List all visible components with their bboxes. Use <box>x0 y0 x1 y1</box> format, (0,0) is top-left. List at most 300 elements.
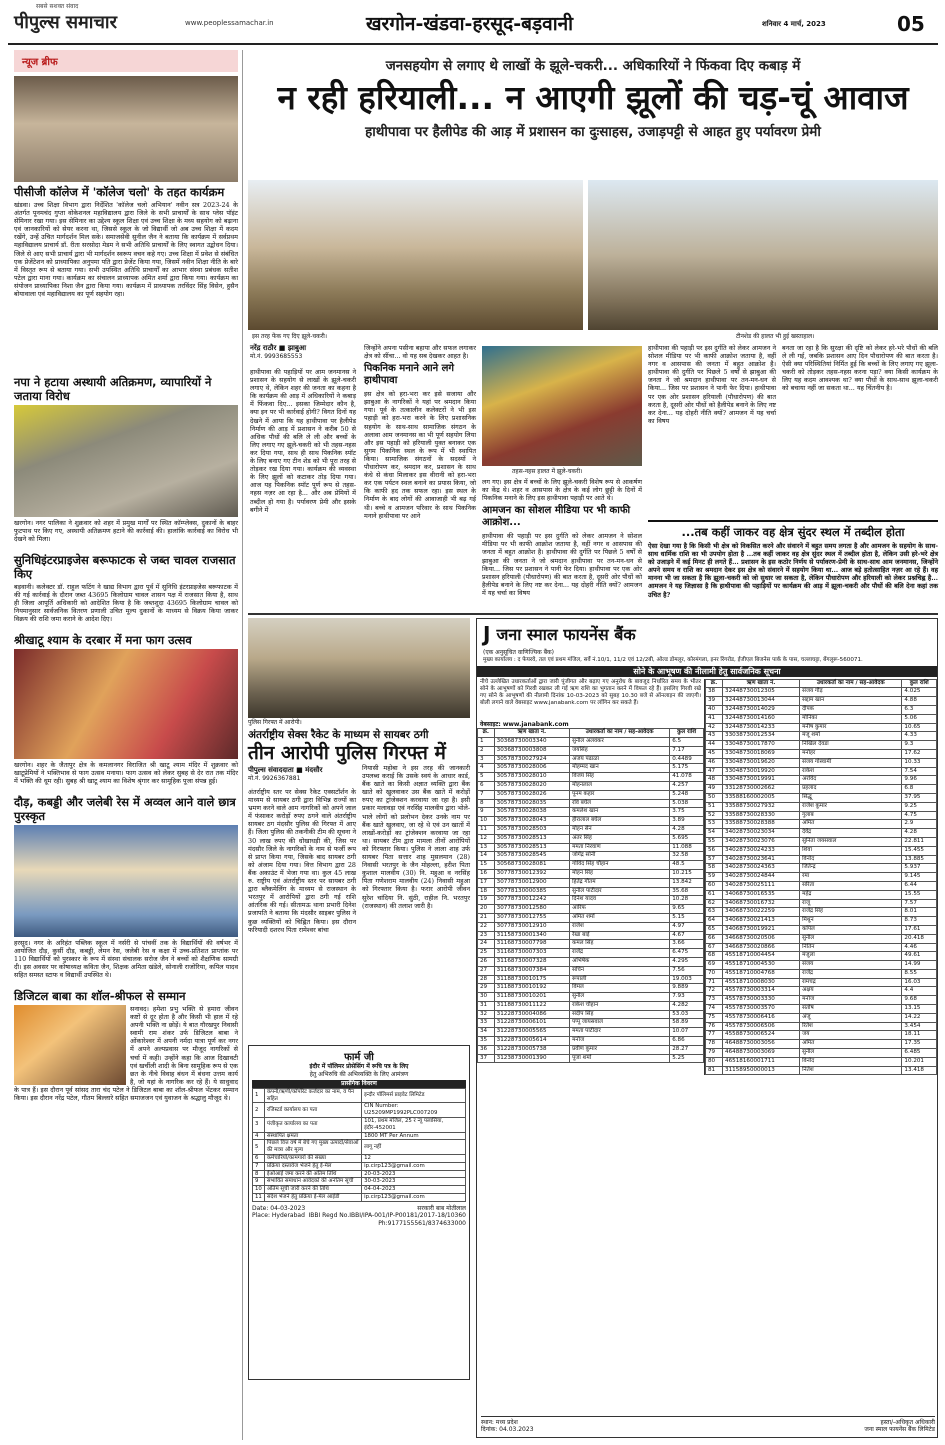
table-row <box>706 1049 937 1058</box>
table-cell: 61 <box>706 890 723 899</box>
table-cell: 20.418 <box>902 934 937 943</box>
table-cell: अंतर सिंह <box>570 834 670 843</box>
crime-col2: नियासी महोबा ने इस तरह की जानकारी उपलब्ध कराई कि उसके स्वयं के आधार कार्ड, बैंक खाते का किसी अज्ञात व्यक्ति द्वारा बैंक खाते को खुलवाकर उस बैंक खाते में करोड़ों रुपए का ट्रांजेक्शन करवाया जा रहा है। इसी प्रकार मलावड़ा एवं नरसिंह मालवीय द्वारा भोले-भाले लोगों को प्रलोभन देकर उनके नाम पर बैंक खाते खुलवाए, जा रहे थे एवं उन खातों में लाखों-करोड़ों का ट्रांजेक्शन करवाया जा रहा था। सायबर टीम द्वारा मामला तीनों आरोपियों को गिरफ्तार किया। पुलिस ने लाला शाह उर्फ सायबर पिता सत्तार शाह मुसलमान (28) निवासी भरतपुर के जैन मोहल्ला, हरीश पिता कुशाल मालवीय (30) नि. महुआ व नरसिंह पिता गणेशराम मालवीय (24) निवासी महुआ को गिरफ्तार किया है। फरार आरोपी जीवन सुरेश चांदिया नि. सुंठी, राहील नि. भरतपुर (राजस्थान) की तलाश जारी है। <box>362 764 470 910</box>
table-cell: 12 <box>362 1154 466 1162</box>
lead-col2 <box>364 344 476 610</box>
table-row <box>706 1005 937 1014</box>
form-g-notice <box>248 1045 470 1380</box>
bank-footer-bank: जना स्माल फायनेंस बैंक लिमिटेड <box>864 1426 935 1434</box>
table-cell: 39 <box>706 697 723 706</box>
table-cell: दिनेश यादव <box>570 896 670 905</box>
table-cell: 34668730020866 <box>723 943 800 952</box>
table-cell: 5.248 <box>670 790 704 799</box>
table-cell: 4.97 <box>670 922 704 931</box>
table-cell: अमित <box>800 820 902 829</box>
table-cell: 30778730012900 <box>494 878 569 887</box>
masthead <box>0 0 945 46</box>
table-cell: 22 <box>478 922 495 931</box>
bank-two-columns <box>477 679 937 1076</box>
table-cell: 8.55 <box>902 969 937 978</box>
table-row <box>706 732 937 741</box>
police-photo <box>248 618 470 718</box>
table-cell: 46 <box>706 758 723 767</box>
table-row <box>706 855 937 864</box>
byline-place: झाबुआ <box>287 344 307 352</box>
table-row <box>478 1019 704 1028</box>
table-row <box>478 922 704 931</box>
table-cell: 65 <box>706 925 723 934</box>
table-cell: 14 <box>478 852 495 861</box>
bank-address: मुख्य कार्यालय : द फेयरवे, तल एवं प्रथम मंजिल, सर्वे नं.10/1, 11/2 एवं 12/2बी, ओल्ड डोमलूर, कोरमंगला, इनर रिंगरोड, ईजीएल बिजनेस पार्क के पास, चल्लाघट्टा, बेंगलुरू-560071. <box>483 656 863 663</box>
table-row <box>706 741 937 750</box>
table-cell: 45578730003570 <box>723 1005 800 1014</box>
table-cell: 9 <box>478 808 495 817</box>
table-cell: 71 <box>706 978 723 987</box>
encroachment-photo <box>14 405 238 517</box>
table-row <box>478 790 704 799</box>
table-cell: 70 <box>706 969 723 978</box>
table-cell: 7 <box>253 1162 265 1170</box>
table-row <box>706 776 937 785</box>
table-cell: 33588160002005 <box>723 793 800 802</box>
table-cell: देवेंद्र <box>800 829 902 838</box>
table-cell: रूपाली <box>570 975 670 984</box>
table-cell: 30578730028545 <box>494 852 569 861</box>
table-row <box>478 1037 704 1046</box>
table-cell: जितेन्द्र <box>800 864 902 873</box>
table-cell: पिछले वित्त वर्ष में बेचे गए मुख्य उत्पादों/सेवाओं की मात्रा और मूल्य <box>264 1140 361 1155</box>
table-row <box>253 1170 466 1178</box>
brief1-body: खंडवा। उच्च शिक्षा विभाग द्वारा निर्देशित 'कॉलेज चलो अभियान' नवीन सत्र 2023-24 के अंतर्गत पूनमचंद गुप्ता वोकेशनल महाविद्यालय द्वारा जिले के सभी प्राचार्यों के साथ प्लेस पॉइंट सेमिनार रखा गया। इस सेमिनार का उद्देश्य स्कूल शिक्षा एवं उच्च शिक्षा के मध्य सहयोग को बढ़ाना एवं जानकारियों को सेयर करना था, जिससे स्कूल के जो विद्यार्थी जो अब उच्च शिक्षा में कदम रखेंगे, उन्हें उचित मार्गदर्शन मिल सके। समाजसेवी सुनील जैन ने बताया कि कार्यक्रम में सर्वप्रथम महाविद्यालय प्राचार्य डॉ. रीता सरसोदा मेडम ने सभी अतिथि प्राचार्यों के लिए स्वागत उद्बोधन दिया। जिले से आए सभी प्राचार्य द्वारा भी मार्गदर्शन स्वरूप वचन कहे गए। उच्च शिक्षा में प्रवेश से संबंधित एक प्रेजेंटेशन को प्राध्यापिका अनुपमा पति द्वारा प्रेजेंट किया गया, जिसमें नवीन शिक्षा नीति के बारे में विस्तृत रूप से बताया गया। सभी उपस्थित अतिथि प्राचार्यों का आभार संस्था प्रबंधक सतीश पटेल द्वारा माना गया। कार्यक्रम का संचालन प्राध्यापक अमित शर्मा द्वारा किया गया। कार्यक्रम का संयोजन प्राध्यापिका निशा जैन द्वारा किया गया। कार्यक्रम में प्राध्यापक तरविंदर सिंह विसेन, हुसैन बोयावाला एवं महाविद्यालय का पूर्ण सहयोग रहा। <box>14 201 238 299</box>
table-cell: नितेश <box>800 1066 902 1075</box>
byline-name: नरेंद्र राठौर <box>250 344 277 352</box>
table-cell: 57 <box>706 855 723 864</box>
lead-byline: नरेंद्र राठौर ■ झाबुआ मो.नं. 9993685553 <box>250 344 360 361</box>
table-cell: 34028730024363 <box>723 864 800 873</box>
table-cell: विनोद <box>800 855 902 864</box>
crime-col1: अंतर्राष्ट्रीय स्तर पर सेक्स रैकेट एक्सटॉर्शन के माध्यम से सायबर ठगी द्वारा विभिन्न राज्यों का भ्रमण करने वाले आम नागरिकों को अपने जाल में फंसाकर करोड़ों रुपए ठगने वाले अंतर्राष्ट्रीय सायबर ठग मंदसौर पुलिस की गिरफ्त में आए हैं। जिला पुलिस की तकनीकी टीम की सूचना ने 30 लाख रुपए की धोखाधड़ी की, जिस पर मंदसौर जिले के नागरिकों के नाम से फर्जी रूप से प्राप्त किया गया, जिसके बाद सायबर ठगी को अंजाम दिया गया। वित्त विभाग द्वारा 28 बैंक अकाउंट में भेजा गया था। कुल 45 लाख रु. राष्ट्रीय एवं अंतर्राष्ट्रीय स्तर पर सायबर ठगी द्वारा ब्लैकमेलिंग के माध्यम से राजस्थान के भरतपुर में आरोपियों द्वारा ठगी गई राशि आंतरिक की गई। सीतामऊ थाना प्रभारी दिनेश प्रजापति ने बताया कि मंदसौर साइबर पुलिस ने कुछ व्यक्तियों को चिह्नित किया। इस दौरान फरियादी दशरथ पिता रामेश्वर बांचा <box>248 788 356 934</box>
table-cell: 5.175 <box>670 764 704 773</box>
table-cell: 1 <box>478 737 495 746</box>
table-cell: 33588730028330 <box>723 811 800 820</box>
table-cell: अरविंद <box>800 776 902 785</box>
table-row <box>706 785 937 794</box>
table-cell: 58.89 <box>670 1019 704 1028</box>
table-cell: 8 <box>478 799 495 808</box>
table-cell: 54 <box>706 829 723 838</box>
table-cell: लागू नहीं <box>362 1140 466 1155</box>
table-row <box>706 837 937 846</box>
table-cell: 6.475 <box>670 949 704 958</box>
form-signatory: सरकारी बाब मोतीलाल <box>417 1204 466 1212</box>
table-cell: 30778730012755 <box>494 913 569 922</box>
table-cell: 34 <box>478 1028 495 1037</box>
table-cell: पूनम कहार <box>570 790 670 799</box>
bank-footer-date: दिनांक: 04.03.2023 <box>481 1426 534 1434</box>
table-cell: 13.15 <box>902 1005 937 1014</box>
brief4-headline: श्रीखाटू श्याम के दरबार में मना फाग उत्सव <box>14 633 192 647</box>
table-cell: 49.61 <box>902 952 937 961</box>
table-cell: 21 <box>478 913 495 922</box>
table-cell: 25 <box>478 949 495 958</box>
table-cell: 15 <box>478 861 495 870</box>
table-cell: 51 <box>706 802 723 811</box>
brief3-body: बड़वानी। कलेक्टर डॉ. राहुल फटिंग ने खाद्य विभाग द्वारा पूर्व में सुनिधि इंटरप्राइजेस बरूफाटक में की गई कार्रवाई के दौरान जब्त 43695 किलोग्राम चावल शासन पक्ष में राजसात किया है, साथ ही जिला आपूर्ति अधिकारी को आदेशित किया है कि जब्तशुदा 43695 किलोग्राम चावल को नियमानुसार सार्वजनिक वितरण प्रणाली उचित मूल्य दुकानों के माध्यम से विक्रय किया जाकर विक्रय की राशि जमा कराने के आदेश दिए। <box>14 583 238 624</box>
table-cell: 20-03-2023 <box>362 1170 466 1178</box>
table-cell: प्रवीण कुमार <box>570 1045 670 1054</box>
table-cell: 13.418 <box>902 1066 937 1075</box>
table-cell: 17.61 <box>902 925 937 934</box>
table-cell: 59 <box>706 873 723 882</box>
bank-footer-sign: हस्ता/-अधिकृत अधिकारी <box>880 1418 935 1426</box>
table-cell: 33588730027932 <box>723 802 800 811</box>
table-cell: 6.3 <box>902 705 937 714</box>
table-cell: 74 <box>706 1005 723 1014</box>
table-cell: सुनील <box>800 1049 902 1058</box>
table-cell: 2 <box>253 1103 265 1118</box>
bank-col-header: कुल राशि <box>902 679 937 688</box>
table-row <box>478 905 704 914</box>
table-cell: 8.01 <box>902 908 937 917</box>
crime-byline-name: पीपुल्स संवाददाता <box>248 766 294 774</box>
lead-col2-subhead: पिकनिक मनाने आने लगे हाथीपावा <box>364 363 455 387</box>
brief6-body: सनावद। हमेशा प्रभु भक्ति से हमारा जीवन कष्टों से दूर होता है और किसी भी हाल में रहे अपनी भक्ति ना छोड़ें। ये बात गौरखपुर निवासी स्वामी राम शंकर उर्फ डिजिटल बाबा ने ओंकारेश्वर में अपनी नर्मदा यात्रा पूर्ण कर नगर में अपने अल्पप्रवास पर मौजूद नागरिकों से चर्चा में कही। उन्होंने कहा कि आज दिखावटी एवं खर्चीली शादी के बिना सामूहिक रूप से एक छत के नीचे विवाह बंधन में बंधना उत्तम कार्य है, जो यहां के नागरिक कर रहे हैं। ये साधुवाद के पात्र हैं। इस दौरान पूर्व सांसद तारा चंद पटेल ने डिजिटल बाबा का शॉल-श्रीफल भेंटकर सम्मान किया। इस दौरान नरेंद्र पटेल, गौतम बिल्लारे सहित समाजजन एवं युवाजन के श्रद्धालु मौजूद थे। <box>14 1005 238 1103</box>
crime-byline: पीपुल्स संवाददाता ■ मंदसौर मो.नं. 9926367881 <box>248 766 358 783</box>
table-row <box>478 887 704 896</box>
table-cell: 77 <box>706 1031 723 1040</box>
form-table <box>252 1088 466 1202</box>
table-row <box>706 943 937 952</box>
table-cell: सुनील अलवंकर <box>570 737 670 746</box>
brief5-headline: दौड़, कबड्डी और जलेबी रेस में अव्वल आने वाले छात्र पुरस्कृत <box>14 795 236 823</box>
table-cell: 33048730018069 <box>723 749 800 758</box>
table-cell: 9.889 <box>670 984 704 993</box>
table-row <box>478 825 704 834</box>
table-cell: 4.282 <box>670 1001 704 1010</box>
table-cell: 30578730028006 <box>494 764 569 773</box>
table-row <box>706 1040 937 1049</box>
table-cell: संतोष <box>800 1005 902 1014</box>
table-cell: 4.67 <box>670 931 704 940</box>
table-cell: मनोज <box>800 996 902 1005</box>
brief6-headline: डिजिटल बाबा का शॉल-श्रीफल से सम्मान <box>14 989 186 1003</box>
table-cell: 34068730021413 <box>723 917 800 926</box>
table-cell: 30778730012392 <box>494 869 569 878</box>
table-cell: 37.95 <box>902 793 937 802</box>
table-cell: मंजुला <box>800 952 902 961</box>
paper-tagline: सबसे सशक्त संवाद <box>36 3 79 10</box>
table-cell: 9 <box>253 1178 265 1186</box>
table-cell: 33048730019620 <box>723 758 800 767</box>
form-subtitle-2: हेतु अभिरुचि की अभिव्यक्ति के लिए आमंत्रण <box>309 1070 409 1078</box>
table-cell: 6.86 <box>670 1037 704 1046</box>
table-cell: 76 <box>706 1022 723 1031</box>
table-cell: सुनिता जयसवाल <box>800 837 902 846</box>
table-cell: 35.68 <box>670 887 704 896</box>
bank-footer-place: स्थान: मध्य प्रदेश <box>481 1418 518 1426</box>
table-row <box>706 714 937 723</box>
table-cell: 6.5 <box>670 737 704 746</box>
brief3-headline: सुनिधिइंटरप्राइजेस बरूफाटक से जब्त चावल राजसात किए <box>14 553 236 581</box>
table-cell: 81 <box>706 1066 723 1075</box>
table-cell: प्रहलाद <box>800 785 902 794</box>
table-cell: 30578730028513 <box>494 843 569 852</box>
table-cell: 32448730013044 <box>723 697 800 706</box>
table-cell: रामचंद्र <box>800 978 902 987</box>
lead-col3b-start: हाथीपावा की पहाड़ी पर इस दुर्गति को लेकर आमजन ने सोशल मीडिया पर भी काफी आक्रोश जताया है, वहीं नगर व आसपास की जनता में बहुत आक्रोश है। हाथीपावा की दुर्गति पर पिछले 5 वर्षों से झाबुआ की जनता ने जो श्रमदान हाथीपावा पर तन-मन-धन से किया... जिस पर प्रशासन ने पानी फेर दिया। हाथीपावा पर एक ओर प्रशासन हरियाली (पौधारोपण) की बात करता है, दूसरी ओर पौधों को हैलीपेड बनाने के लिए नष्ट कर देना... यह दोहरी नीति क्यों? आमजन में यह चर्चा का विषय <box>482 532 642 597</box>
table-cell: 29 <box>478 984 495 993</box>
table-cell: नितिन <box>800 943 902 952</box>
table-cell: 6 <box>478 781 495 790</box>
bank-table-right <box>705 679 937 1076</box>
table-row <box>478 878 704 887</box>
bank-notice-title: सोने के आभूषण की नीलामी हेतु सार्वजनिक सूचना <box>477 666 937 677</box>
table-cell: 9.96 <box>902 776 937 785</box>
table-cell: विमल <box>570 984 670 993</box>
table-cell: राजेंद्र सिंह <box>800 908 902 917</box>
table-row <box>478 755 704 764</box>
table-cell: 35 <box>478 1037 495 1046</box>
table-cell: 7.93 <box>670 993 704 1002</box>
pull-box <box>648 520 938 610</box>
table-cell: विजय सिंह <box>570 773 670 782</box>
table-row <box>253 1154 466 1162</box>
form-place: Place: Hyderabad <box>252 1212 305 1220</box>
table-cell: 45518710004768 <box>723 969 800 978</box>
table-cell: 72 <box>706 987 723 996</box>
table-row <box>706 952 937 961</box>
table-cell: 14.99 <box>902 961 937 970</box>
table-cell: 10.201 <box>902 1057 937 1066</box>
table-cell: 30568730028081 <box>494 861 569 870</box>
table-cell: निखिल देवडा <box>800 741 902 750</box>
table-cell: 17.35 <box>902 1040 937 1049</box>
table-cell: राजेंद्र <box>800 969 902 978</box>
table-row <box>706 705 937 714</box>
table-cell: 22.811 <box>902 837 937 846</box>
table-cell: ईओआई जमा करने की अंतिम तिथि <box>264 1170 361 1178</box>
bank-col-header: उधारकर्ता का नाम / सह-आवेदक <box>570 729 670 738</box>
table-cell: 33038730012534 <box>723 732 800 741</box>
form-subtitle: इंदौर में पॉलिमर प्रोसेसिंग में रूचि पत्र के लिए <box>309 1063 409 1070</box>
table-row <box>478 746 704 755</box>
table-row <box>706 917 937 926</box>
table-cell: 33 <box>478 1019 495 1028</box>
table-cell: 3.89 <box>670 817 704 826</box>
table-cell: 79 <box>706 1049 723 1058</box>
table-cell: 11.088 <box>670 843 704 852</box>
form-title: फार्म जी <box>344 1052 374 1063</box>
table-cell: 6.485 <box>902 1049 937 1058</box>
police-photo-caption: पुलिस गिरफ्त में आरोपी। <box>248 719 302 726</box>
table-cell: सुनील पाटीदार <box>570 887 670 896</box>
pull-text: ऐसा देखा गया है कि किसी भी क्षेत्र को विकसित करने और संवारने में बहुत समय लगता है और आमजन के सहयोग के साथ-साथ धार्मिक राशि का भी उपयोग होता है ...तब कहीं जाकर वह क्षेत्र सुंदर स्थल में तब्दील होता है, लेकिन उसी हरे-भरे क्षेत्र को उजाड़ने में कई मिनट ही लगते हैं... प्रशासन के इस कठोर निर्णय से पर्यावरण-प्रेमी के साथ-साथ आम जनमानस, जिन्होंने अपने समय व राशि का श्रमदान देकर इस क्षेत्र को संवारने में सहयोग किया था... आज बड़े हतोत्साहित नज़र आ रहे हैं। वह मानना भी जा सकता है कि झूला-चकरी को जो सुधार जा सकता है, लेकिन पौधारोपण और हरियाली को लेकर प्रश्नचिह्न है... आमजन ने यह जिज्ञासा है कि हाथीपावा की पहाड़ियों पर कार्यक्रम की आड़ में झूला-चकरी और पौधों की बलि देना कहां तक उचित है? <box>648 542 938 599</box>
table-cell: राजू <box>800 899 902 908</box>
table-cell: रेखा बाई <box>570 931 670 940</box>
table-cell: 4.33 <box>902 732 937 741</box>
table-cell: 60 <box>706 881 723 890</box>
table-row <box>253 1193 466 1201</box>
table-cell: 5.695 <box>670 834 704 843</box>
table-cell: 6 <box>253 1154 265 1162</box>
table-row <box>706 1057 937 1066</box>
table-cell: 31228730005738 <box>494 1045 569 1054</box>
table-cell: 36 <box>478 1045 495 1054</box>
table-cell: कंपनी/ऋणी/कॉर्पोरेट कर्जदार का नाम, व पैन सहित <box>264 1088 361 1103</box>
table-cell: 45518710004454 <box>723 952 800 961</box>
table-cell: जय <box>800 1031 902 1040</box>
website-link[interactable]: www.peoplessamachar.in <box>185 19 274 27</box>
table-row <box>706 767 937 776</box>
table-row <box>478 966 704 975</box>
table-cell: राजेंद्र <box>570 949 670 958</box>
table-cell: गोविंद सिंह चौहान <box>570 861 670 870</box>
table-cell: 33048730019920 <box>723 767 800 776</box>
table-cell: 68 <box>706 952 723 961</box>
bank-col-header: क्र. <box>478 729 495 738</box>
table-row <box>478 799 704 808</box>
table-cell: 10.07 <box>670 1028 704 1037</box>
table-row <box>478 834 704 843</box>
table-cell: 24 <box>478 940 495 949</box>
section-rule <box>248 613 938 615</box>
table-cell: 34028730024844 <box>723 873 800 882</box>
paper-logo: पीपुल्स समाचार <box>14 12 117 33</box>
table-row <box>706 688 937 697</box>
table-cell: 5.25 <box>670 1054 704 1063</box>
table-cell: जयसिंह <box>570 746 670 755</box>
table-cell: 4.4 <box>902 987 937 996</box>
table-cell: 30778730012580 <box>494 905 569 914</box>
table-cell: 31168730007328 <box>494 957 569 966</box>
table-row <box>253 1186 466 1194</box>
table-cell: 31188730011122 <box>494 1001 569 1010</box>
table-cell: 30368730003808 <box>494 746 569 755</box>
table-row <box>706 829 937 838</box>
table-cell: 4.46 <box>902 943 937 952</box>
table-cell: 45578730003314 <box>723 987 800 996</box>
table-row <box>706 749 937 758</box>
table-row <box>253 1178 466 1186</box>
table-cell: 30578730028043 <box>494 817 569 826</box>
table-cell: पप्पू जायसवाल <box>570 1019 670 1028</box>
table-cell: 32448730012305 <box>723 688 800 697</box>
brief4-caption: खरगोन। शहर के जैतापुर क्षेत्र के कमलानगर विराजित श्री खाटू श्याम मंदिर में शुक्रवार को खाटूप्रेमियों ने भक्तिभाव से फाग उत्सव मनाया। फाग उत्सव को लेकर सुबह से देर रात तक मंदिर में भक्ति की धूम रही। सुबह श्री खाटू श्याम का विशेष श्रृंगार कर सामूहिक पूजा संपन्न हुई। <box>14 761 238 786</box>
lead-col3 <box>482 478 642 608</box>
bank-notice <box>476 618 938 1438</box>
table-cell: 55 <box>706 837 723 846</box>
bank-notice-text: नीचे उल्लेखित उधारकर्ताओं द्वारा जारी पूंजीगत और बढ़ाए गए अनुरोध के बावजूद निर्धारित समय के भीतर सोने के आभूषणों को गिरवी रखकर ली गई ऋण राशि का भुगतान करने में विफल रहे हैं। इसलिए गिरवी रखे गए सोने के आभूषणों की नीलामी दिनांक 10-03-2023 को सुबह 10.30 बजे से ऑनलाइन की जाएगी। बोली लगाने वाले वेबसाइट www.janabank.com पर लॉगिन कर सकते हैं। <box>480 678 701 706</box>
table-cell: 31228730006101 <box>494 1019 569 1028</box>
table-row <box>706 961 937 970</box>
table-row <box>706 1031 937 1040</box>
table-cell: 18.11 <box>902 1031 937 1040</box>
bank-logo-icon: J <box>483 622 491 646</box>
form-section-label: प्रासंगिक विवरण <box>252 1080 466 1088</box>
table-row <box>706 996 937 1005</box>
table-cell: सरिता <box>800 881 902 890</box>
table-cell: 31158950000013 <box>723 1066 800 1075</box>
table-cell: 30 <box>478 993 495 1002</box>
table-cell: 30578730027924 <box>494 755 569 764</box>
table-row <box>706 820 937 829</box>
table-row <box>478 869 704 878</box>
table-cell: 31168730007384 <box>494 966 569 975</box>
table-cell: 47 <box>706 767 723 776</box>
table-cell: 1800 MT Per Annum <box>362 1132 466 1140</box>
table-cell: 13 <box>478 843 495 852</box>
table-cell: मनोहर <box>800 749 902 758</box>
table-cell: 7.56 <box>670 966 704 975</box>
table-cell: 38 <box>706 688 723 697</box>
bank-website[interactable]: वेबसाइट: www.janabank.com <box>480 720 569 728</box>
table-cell: 34028730023076 <box>723 837 800 846</box>
table-cell: 4 <box>253 1132 265 1140</box>
table-row <box>478 773 704 782</box>
table-cell: सिद्धू <box>800 793 902 802</box>
table-cell: 43 <box>706 732 723 741</box>
crime-byline-mobile: मो.नं. 9926367881 <box>248 775 301 782</box>
table-cell: 14.22 <box>902 1013 937 1022</box>
news-brief-label: न्यूज ब्रीफ <box>14 50 238 72</box>
table-row <box>706 987 937 996</box>
table-cell: जोगेंद्र सोनी <box>570 852 670 861</box>
table-cell: 9.3 <box>902 741 937 750</box>
table-cell: 17 <box>478 878 495 887</box>
table-cell: अजय पंढाळा <box>570 755 670 764</box>
brief2-headline: नपा ने हटाया अस्थायी अतिक्रमण, व्यापारियों ने जताया विरोध <box>14 375 212 403</box>
table-cell: ममता निरवाण <box>570 843 670 852</box>
table-cell: अमित शर्मा <box>570 913 670 922</box>
table-cell: रजिस्टर्ड कार्यालय का पता <box>264 1103 361 1118</box>
table-cell: 26 <box>478 957 495 966</box>
table-cell: 34668730020506 <box>723 934 800 943</box>
table-row <box>706 793 937 802</box>
table-cell: 1 <box>253 1088 265 1103</box>
page-number: 05 <box>897 12 925 36</box>
crime-headline: तीन आरोपी पुलिस गिरफ्त में <box>248 741 446 764</box>
table-cell: 30578730028503 <box>494 825 569 834</box>
table-row <box>478 975 704 984</box>
table-row <box>478 861 704 870</box>
bank-table-left <box>477 728 704 1063</box>
table-cell: सुनील <box>800 934 902 943</box>
table-cell: 32448730014029 <box>723 705 800 714</box>
table-cell: शिवा <box>800 846 902 855</box>
table-row <box>706 969 937 978</box>
table-row <box>478 843 704 852</box>
table-row <box>706 1013 937 1022</box>
table-cell: दीपक <box>800 705 902 714</box>
table-cell: अंजू <box>800 1013 902 1022</box>
table-cell: 10.33 <box>902 758 937 767</box>
table-cell: 34068730016535 <box>723 890 800 899</box>
table-cell: 45588730006524 <box>723 1031 800 1040</box>
table-cell: 37 <box>478 1054 495 1063</box>
table-cell: 13.885 <box>902 855 937 864</box>
table-row <box>478 1028 704 1037</box>
table-cell: 30578730028026 <box>494 790 569 799</box>
table-row <box>706 890 937 899</box>
table-cell: मोनिका <box>800 714 902 723</box>
table-cell: 2 <box>478 746 495 755</box>
brief1-headline: पीसीजी कॉलेज में 'कॉलेज चलो' के तहत कार्यक्रम <box>14 185 225 199</box>
lead-photo-2-caption: टीनशेड की हालत भी हुई खस्ताहाल। <box>736 333 815 340</box>
table-cell: विनोद <box>800 1057 902 1066</box>
table-cell: अमित <box>800 1040 902 1049</box>
table-cell: 32448730014160 <box>723 714 800 723</box>
table-cell: 31188730010192 <box>494 984 569 993</box>
